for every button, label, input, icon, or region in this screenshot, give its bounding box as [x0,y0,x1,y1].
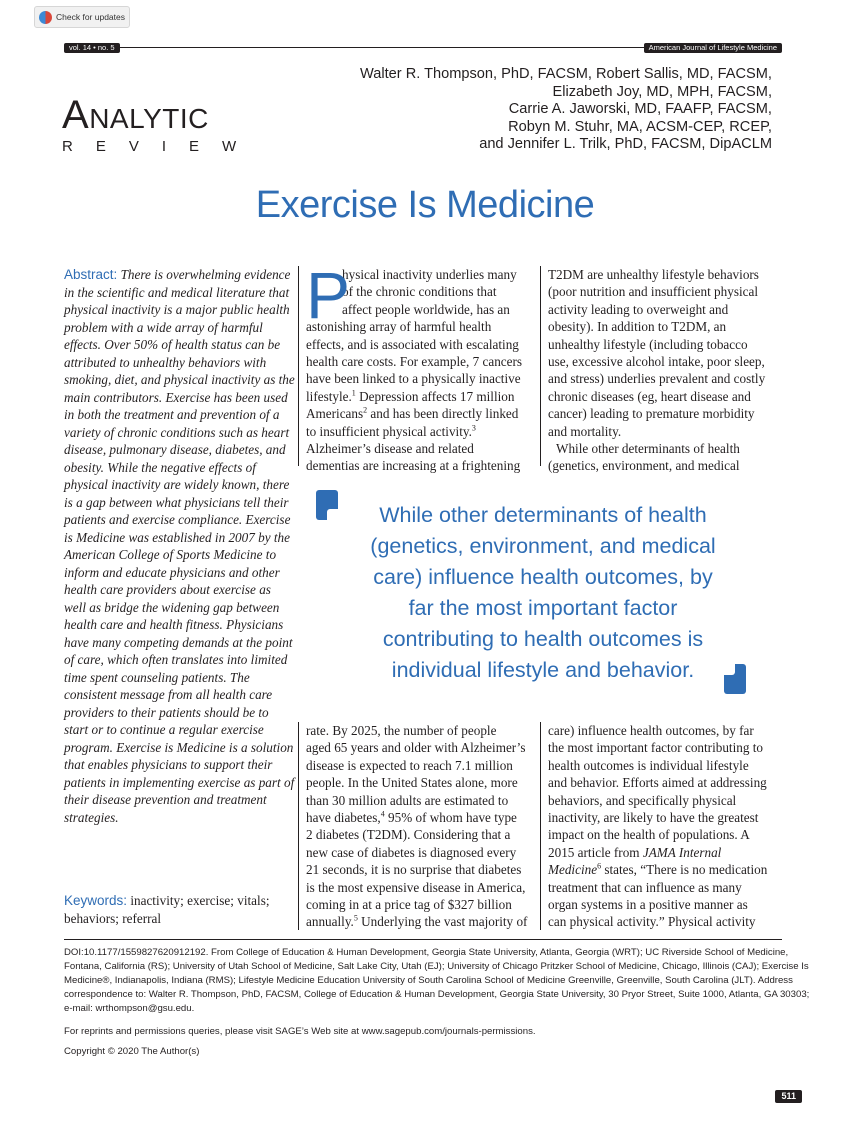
body-line: effects, and is associated with escalating [306,336,519,352]
column-rule [298,266,299,466]
body-line: astonishing array of harmful health [306,319,492,335]
column-rule [298,722,299,930]
body-line [306,405,528,422]
pull-quote [318,500,768,686]
body-line: the most important factor contributing to [548,740,763,756]
body-line: health care costs. For example, 7 cancers [306,354,523,370]
body-column-1-top [306,258,528,475]
reference-mark: 6 [597,861,602,871]
body-line: treatment that can influence as many [548,879,742,895]
copyright-note: Copyright © 2020 The Author(s) [64,1046,200,1057]
body-text: 95% of whom have type [388,810,517,826]
keywords-label: Keywords: [64,893,128,908]
reference-mark: 2 [363,405,368,415]
body-line: health outcomes is individual lifestyle [548,757,749,773]
body-line: inactivity, are likely to have the greatest [548,810,759,826]
body-line: care) influence health outcomes, by far [548,723,754,738]
body-line: While other determinants of health [556,441,740,457]
volume-tag: vol. 14 • no. 5 [64,43,120,53]
body-text: Americans [306,406,364,422]
body-line: 2 diabetes (T2DM). Considering that a [306,827,511,843]
body-line: unhealthy lifestyle (including tobacco [548,336,748,352]
reference-mark: 4 [380,809,385,819]
body-line [548,861,770,878]
body-line: cancer) leading to premature morbidity [548,406,755,422]
body-line: and mortality. [548,423,622,439]
check-updates-icon [39,11,52,24]
body-line: have been linked to a physically inactive [306,371,521,387]
body-text: to insufficient physical activity. [306,423,472,439]
footer-rule [64,939,782,940]
affiliations [64,946,810,1016]
body-line: and stress) underlies prevalent and costly [548,371,766,387]
abstract-label: Abstract: [64,267,118,282]
journal-citation: JAMA Internal [642,844,722,860]
body-text: annually. [306,914,354,930]
column-rule [540,722,541,930]
body-line: new case of diabetes is diagnosed every [306,844,517,860]
body-line: organ systems in a positive manner as [548,897,748,913]
section-first-letter: A [62,93,90,137]
body-column-1-bottom [306,722,528,931]
body-line: of the chronic conditions that [342,284,497,300]
drop-cap: P [306,258,351,332]
author-line: Elizabeth Joy, MD, MPH, FACSM, [552,83,772,100]
close-quote-icon [724,664,746,694]
check-updates-label: Check for updates [56,12,125,22]
body-text: have diabetes, [306,810,381,826]
body-line [306,388,528,405]
body-line: than 30 million adults are estimated to [306,792,509,808]
body-line: (poor nutrition and insufficient physical [548,284,758,300]
check-for-updates-button[interactable] [34,6,130,28]
body-line: 21 seconds, it is no surprise that diabetes [306,862,522,878]
affiliation-line: DOI:10.1177/1559827620912192. From College of Education & Human Development, Georgia State University, Atlanta, Georgia (WRT); UC Riverside School of Medicine, [64,947,789,958]
keywords-text: inactivity; exercise; vitals; behaviors; referral [64,893,270,926]
body-text: and has been directly linked [370,406,519,422]
journal-citation: Medicine [548,862,598,878]
keywords [64,892,296,927]
body-line: behaviors, and specifically physical [548,792,737,808]
author-line: Carrie A. Jaworski, MD, FAAFP, FACSM, [508,101,772,118]
author-list [252,66,772,154]
body-line [306,423,528,440]
body-column-2-top [548,266,770,475]
body-line: activity leading to overweight and [548,301,729,317]
body-column-2-bottom [548,722,770,931]
body-text: states, “There is no medication [604,862,768,878]
pull-quote-line: individual lifestyle and behavior. [391,658,695,682]
body-line [306,809,528,826]
article-title: Exercise Is Medicine [255,184,595,226]
body-line: (genetics, environment, and medical [548,458,740,474]
author-line: Robyn M. Stuhr, MA, ACSM-CEP, RCEP, [508,118,772,135]
body-line: T2DM are unhealthy lifestyle behaviors [548,267,759,282]
body-line: chronic diseases (eg, heart disease and [548,388,751,404]
body-line: rate. By 2025, the number of people [306,723,497,738]
body-line: is the most expensive disease in America, [306,879,526,895]
body-line: coming in at a price tag of $327 billion [306,897,512,913]
reference-mark: 1 [351,388,356,398]
body-line: aged 65 years and older with Alzheimer’s [306,740,526,756]
section-label [62,93,260,155]
body-line: use, excessive alcohol intake, poor sleep, [548,354,765,370]
body-line: can physical activity.” Physical activity [548,914,756,930]
column-rule [540,266,541,466]
pull-quote-line: contributing to health outcomes is [382,627,704,651]
body-text: lifestyle. [306,388,352,404]
affiliation-line: correspondence to: Walter R. Thompson, PhD, FACSM, College of Education & Human Development, Georgia State University, 30 Pryor Street, Suite 1000, Atlanta, GA 30303; [64,989,810,1000]
body-line: affect people worldwide, has an [342,301,510,317]
journal-tag: American Journal of Lifestyle Medicine [644,43,782,53]
body-line: dementias are increasing at a frightening [306,458,521,474]
body-line [306,913,528,930]
affiliation-line: Fontana, California (RS); University of Utah School of Medicine, Salt Lake City, Utah (EJ); University of Chicago Pritzker School of Medicine, Chicago, Illinois (CAJ); Exercise Is [64,961,809,972]
body-line: impact on the health of populations. A [548,827,750,843]
pull-quote-line: (genetics, environment, and medical [370,534,716,558]
reference-mark: 3 [471,423,476,433]
body-line: and behavior. Efforts aimed at addressing [548,775,767,791]
page-number: 511 [775,1090,802,1103]
affiliation-line: e-mail: wrthompson@gsu.edu. [64,1003,195,1014]
body-line: people. In the United States alone, more [306,775,518,791]
reference-mark: 5 [353,914,358,924]
affiliation-line: Medicine®, Indianapolis, Indiana (RMS); Lifestyle Medicine Education University of South Carolina School of Medicine Greenville, Greenville, South Carolina (JLT). Address [64,975,793,986]
body-text: Underlying the vast majority of [361,914,528,930]
pull-quote-line: far the most important factor [408,596,678,620]
abstract-text: There is overwhelming evidence in the scientific and medical literature that physical inactivity is a major public health problem with a wide array of harmful effects. Over 50% of health status can be attributed to unhealthy behaviors with smoking, diet, and physical inactivity as the main contributors. Exercise has been used in both the treatment and prevention of a variety of chronic conditions such as heart disease, pulmonary disease, diabetes, and obesity. While the negative effects of physical inactivity are widely known, there is a gap between what physicians tell their patients and exercise compliance. Exercise is Medicine was established in 2007 by the American College of Sports Medicine to inform and educate physicians and other health care providers about exercise as well as bridge the widening gap between health care and health fitness. Physicians have many competing demands at the point of care, which often translates into limited time spent counseling patients. The consistent message from all health care providers to their patients should be to start or to continue a regular exercise program. Exercise is Medicine is a solution that enables physicians to support their patients in implementing exercise as part of their disease prevention and treatment strategies. [64,267,295,825]
pull-quote-line: While other determinants of health [379,503,707,527]
abstract [64,266,296,826]
body-text: Depression affects 17 million [359,388,515,404]
body-line: disease is expected to reach 7.1 million [306,757,513,773]
body-line: hysical inactivity underlies many [342,267,517,282]
section-subword: REVIEW [62,138,260,155]
body-line: obesity). In addition to T2DM, an [548,319,727,335]
section-word: NALYTIC [89,103,209,134]
author-line: and Jennifer L. Trilk, PhD, FACSM, DipACLM [479,136,772,153]
body-line [548,844,770,861]
reprints-note: For reprints and permissions queries, please visit SAGE’s Web site at www.sagepub.com/journals-permissions. [64,1026,536,1037]
author-line: Walter R. Thompson, PhD, FACSM, Robert Sallis, MD, FACSM, [360,66,772,82]
pull-quote-line: care) influence health outcomes, by [373,565,713,589]
body-line: Alzheimer’s disease and related [306,441,474,457]
body-text: 2015 article from [548,844,640,860]
